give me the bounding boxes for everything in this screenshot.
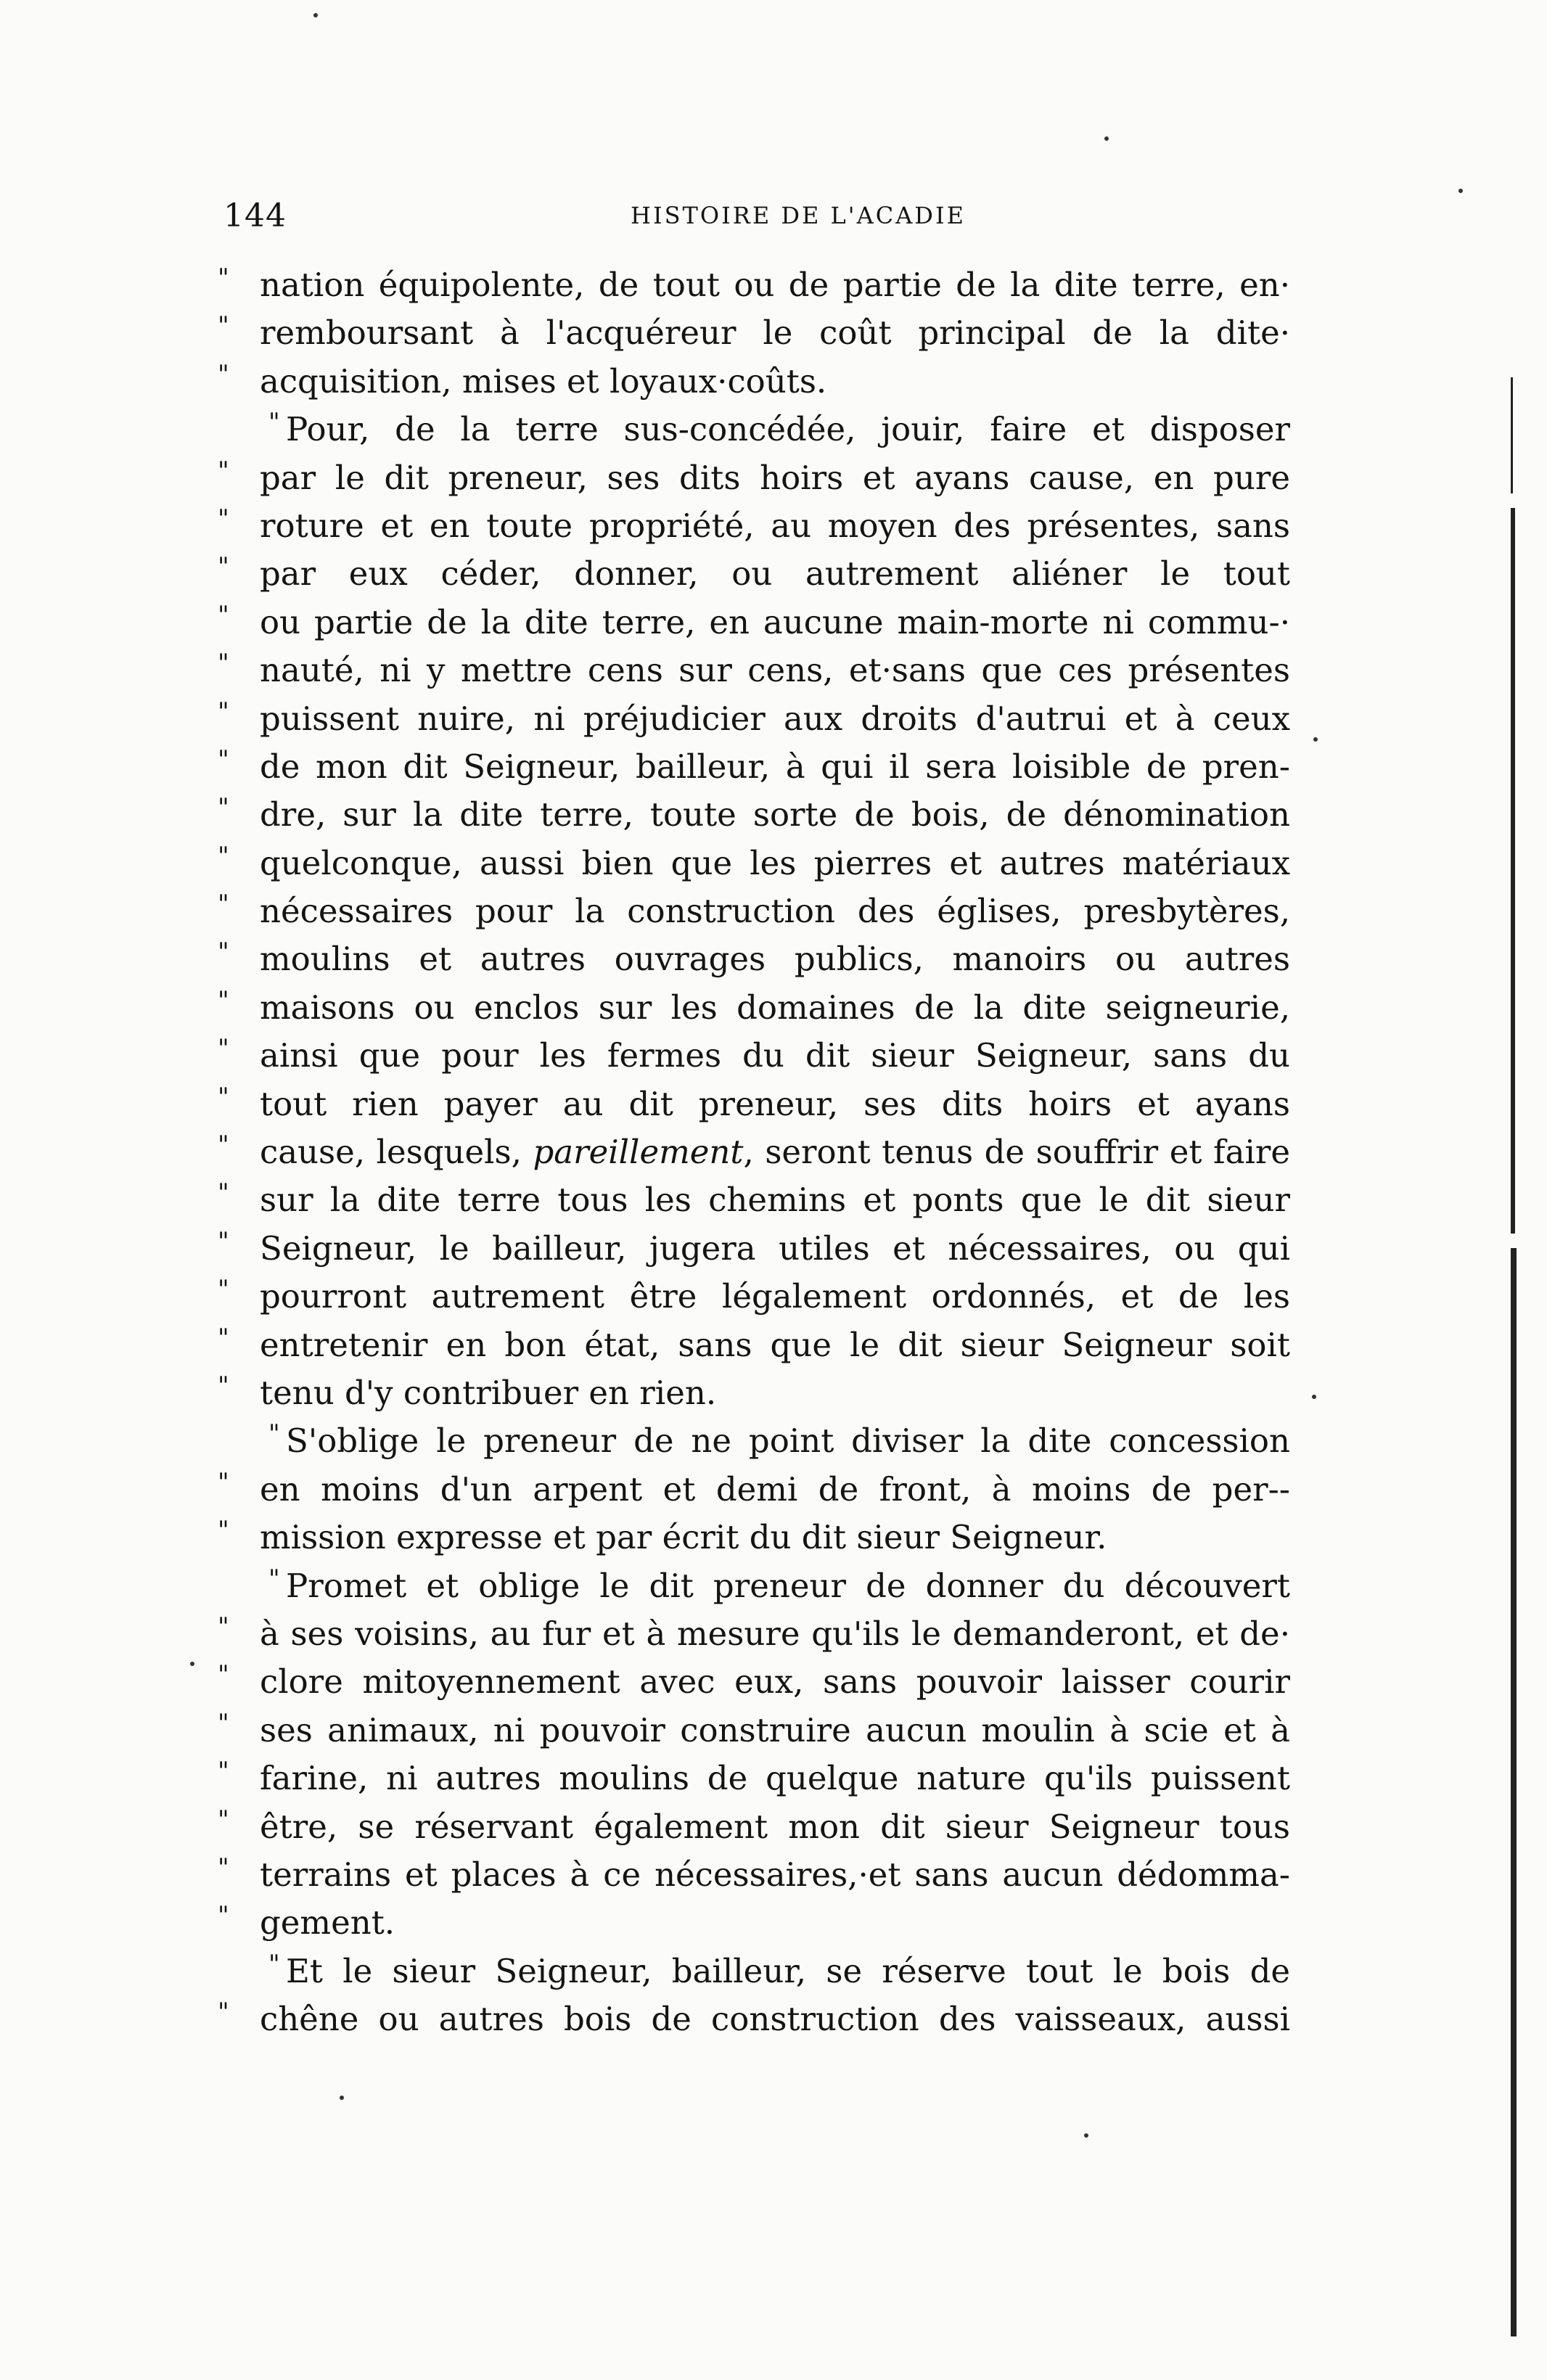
text-line	[218, 1851, 1290, 1899]
quote-mark: "	[218, 1275, 229, 1305]
line-text-before: cause, lesquels,	[260, 1133, 533, 1172]
line-text: roture et en toute propriété, au moyen des présentes, sans	[260, 506, 1290, 545]
quote-mark: "	[218, 1660, 229, 1690]
quote-mark: "	[218, 985, 229, 1015]
paragraph-start-line	[218, 1417, 1290, 1465]
line-text: dre, sur la dite terre, toute sorte de bois, de dénomination	[260, 795, 1290, 834]
paragraph-start-line	[218, 1948, 1290, 1995]
text-line	[218, 935, 1290, 983]
quote-mark: "	[218, 1708, 229, 1738]
quote-mark: "	[218, 1805, 229, 1834]
line-text: de mon dit Seigneur, bailleur, à qui il sera loisible de pren-	[260, 747, 1290, 786]
text-line	[218, 599, 1290, 647]
quote-mark: "	[218, 1516, 229, 1546]
quote-mark: "	[268, 1419, 280, 1449]
quote-mark: "	[218, 359, 229, 389]
body-text	[218, 261, 1290, 2043]
scan-speck	[313, 13, 318, 17]
quote-mark: "	[218, 1901, 229, 1931]
line-text: nation équipolente, de tout ou de partie de la dite terre, en·	[260, 266, 1290, 304]
line-text: tout rien payer au dit preneur, ses dits hoirs et ayans	[260, 1084, 1290, 1123]
line-text: S'oblige le preneur de ne point diviser la dite concession	[286, 1421, 1290, 1461]
line-text-with-italic	[260, 1128, 1290, 1176]
quote-mark: "	[218, 311, 229, 341]
line-text: chêne ou autres bois de construction des vaisseaux, aussi	[260, 2000, 1290, 2039]
text-line	[218, 1899, 1290, 1947]
text-line	[218, 358, 1290, 406]
line-text: sur la dite terre tous les chemins et ponts que le dit sieur	[260, 1181, 1290, 1220]
text-line	[218, 1803, 1290, 1851]
line-text: pourront autrement être légalement ordonnés, et de les	[260, 1277, 1290, 1316]
text-line	[218, 984, 1290, 1032]
text-line	[218, 1514, 1290, 1562]
line-text: farine, ni autres moulins de quelque nature qu'ils puissent	[260, 1759, 1290, 1798]
quote-mark: "	[218, 263, 229, 292]
italic-word: pareillement	[533, 1133, 744, 1172]
text-line	[218, 887, 1290, 935]
binding-edge-shadow	[1511, 508, 1515, 1234]
text-line	[218, 261, 1290, 309]
paragraph-start-line	[218, 406, 1290, 454]
line-text: terrains et places à ce nécessaires,·et sans aucun dédomma-	[260, 1855, 1290, 1894]
text-line	[218, 1080, 1290, 1128]
quote-mark: "	[218, 456, 229, 485]
line-text: ses animaux, ni pouvoir construire aucun moulin à scie et à	[260, 1710, 1290, 1749]
scan-speck	[1313, 737, 1318, 742]
text-line	[218, 791, 1290, 839]
binding-edge-shadow	[1511, 1248, 1517, 2336]
text-line	[218, 1466, 1290, 1514]
quote-mark: "	[218, 1998, 229, 2027]
quote-mark: "	[218, 600, 229, 630]
quote-mark: "	[218, 1612, 229, 1641]
text-line	[218, 1995, 1290, 2043]
line-text: par eux céder, donner, ou autrement aliéner le tout	[260, 554, 1290, 594]
line-text: Pour, de la terre sus-concédée, jouir, faire et disposer	[286, 410, 1290, 449]
page-header	[218, 197, 1292, 241]
quote-mark: "	[218, 1757, 229, 1786]
quote-mark: "	[218, 697, 229, 726]
quote-mark: "	[268, 1564, 280, 1593]
text-line	[218, 1225, 1290, 1273]
text-line	[218, 647, 1290, 694]
text-line	[218, 1032, 1290, 1080]
line-text: être, se réservant également mon dit sieur Seigneur tous	[260, 1807, 1290, 1846]
quote-mark: "	[218, 841, 229, 871]
scan-speck	[1312, 1395, 1316, 1399]
line-text: Et le sieur Seigneur, bailleur, se réserve tout le bois de	[286, 1951, 1290, 1990]
text-line	[218, 695, 1290, 743]
quote-mark: "	[218, 1371, 229, 1400]
text-line	[218, 1707, 1290, 1755]
text-line	[218, 1658, 1290, 1706]
line-text: entretenir en bon état, sans que le dit sieur Seigneur soit	[260, 1325, 1290, 1364]
line-text: moulins et autres ouvrages publics, manoirs ou autres	[260, 940, 1290, 979]
line-text: à ses voisins, au fur et à mesure qu'ils le demanderont, et de·	[260, 1614, 1290, 1653]
text-line	[218, 1321, 1290, 1369]
text-line	[218, 1610, 1290, 1658]
line-text: quelconque, aussi bien que les pierres et autres matériaux	[260, 843, 1290, 882]
line-text: Seigneur, le bailleur, jugera utiles et nécessaires, ou qui	[260, 1228, 1290, 1268]
line-text: maisons ou enclos sur les domaines de la dite seigneurie,	[260, 988, 1290, 1027]
scan-speck	[1458, 189, 1463, 193]
line-text: remboursant à l'acquéreur le coût principal de la dite·	[260, 313, 1290, 353]
quote-mark: "	[218, 744, 229, 774]
running-title: HISTOIRE DE L'ACADIE	[631, 202, 966, 229]
text-line	[218, 502, 1290, 550]
text-line	[218, 550, 1290, 598]
text-line	[218, 454, 1290, 502]
line-text: puissent nuire, ni préjudicier aux droits d'autrui et à ceux	[260, 699, 1290, 738]
line-text: gement.	[260, 1903, 395, 1942]
paragraph-start-line	[218, 1562, 1290, 1610]
quote-mark: "	[218, 1178, 229, 1208]
scan-speck	[190, 1662, 194, 1666]
quote-mark: "	[218, 504, 229, 533]
quote-mark: "	[268, 1949, 280, 1979]
line-text: nauté, ni y mettre cens sur cens, et·sans que ces présentes	[260, 651, 1290, 690]
quote-mark: "	[218, 793, 229, 823]
quote-mark: "	[218, 890, 229, 919]
line-text: ainsi que pour les fermes du dit sieur Seigneur, sans du	[260, 1036, 1290, 1075]
text-line	[218, 1369, 1290, 1417]
quote-mark: "	[218, 552, 229, 582]
quote-mark: "	[218, 1082, 229, 1112]
text-line	[218, 840, 1290, 887]
text-line	[218, 743, 1290, 791]
scan-speck	[1104, 136, 1109, 141]
line-text: ou partie de la dite terre, en aucune main-morte ni commu-·	[260, 602, 1290, 641]
line-text: clore mitoyennement avec eux, sans pouvoir laisser courir	[260, 1662, 1290, 1702]
line-text: acquisition, mises et loyaux·coûts.	[260, 361, 827, 401]
scan-speck	[340, 2096, 344, 2100]
line-text: tenu d'y contribuer en rien.	[260, 1373, 717, 1412]
line-text: en moins d'un arpent et demi de front, à moins de per--	[260, 1469, 1290, 1509]
quote-mark: "	[218, 1323, 229, 1353]
quote-mark: "	[218, 1130, 229, 1160]
line-text: Promet et oblige le dit preneur de donner du découvert	[286, 1566, 1290, 1605]
binding-edge-shadow	[1511, 377, 1513, 493]
line-text: mission expresse et par écrit du dit sieur Seigneur.	[260, 1518, 1107, 1557]
scan-speck	[1084, 2133, 1088, 2138]
text-line	[218, 1128, 1290, 1176]
quote-mark: "	[268, 408, 280, 438]
line-text: nécessaires pour la construction des églises, presbytères,	[260, 892, 1290, 931]
quote-mark: "	[218, 649, 229, 678]
line-text-after: , seront tenus de souffrir et faire	[743, 1133, 1291, 1172]
line-text: par le dit preneur, ses dits hoirs et ayans cause, en pure	[260, 458, 1290, 497]
text-line	[218, 1755, 1290, 1802]
quote-mark: "	[218, 1852, 229, 1882]
text-line	[218, 1273, 1290, 1321]
text-line	[218, 1176, 1290, 1224]
quote-mark: "	[218, 937, 229, 967]
quote-mark: "	[218, 1226, 229, 1256]
quote-mark: "	[218, 1034, 229, 1064]
page-number: 144	[223, 197, 287, 234]
text-line	[218, 309, 1290, 357]
quote-mark: "	[218, 1467, 229, 1497]
